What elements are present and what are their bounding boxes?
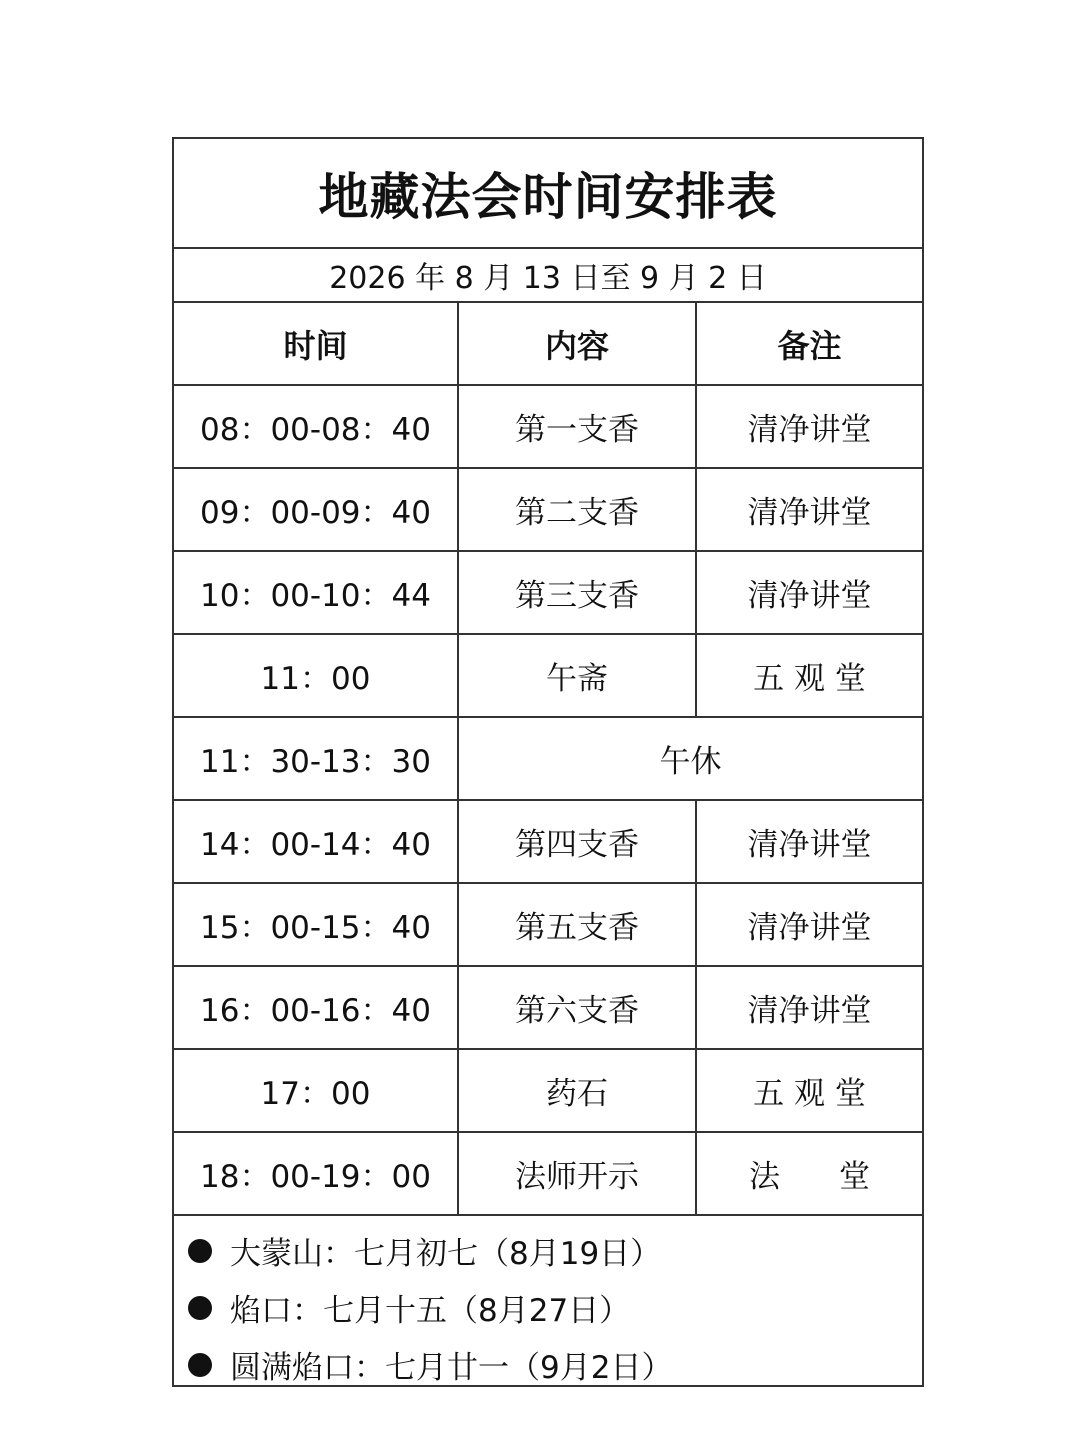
row-10-note: 法 堂 [697,1133,922,1216]
schedule-table [172,137,924,1387]
row-8-content: 第六支香 [459,967,697,1050]
notes-section [174,1216,922,1393]
row-1-note: 清净讲堂 [697,386,922,469]
bullet-icon [188,1296,212,1320]
row-4-note: 五 观 堂 [697,635,922,718]
row-2-time: 09：00-09：40 [174,469,459,552]
bullet-icon [188,1353,212,1377]
row-10-time: 18：00-19：00 [174,1133,459,1216]
row-3-content: 第三支香 [459,552,697,635]
note-text: 焰口：七月十五（8月27日） [230,1293,631,1329]
row-7-content: 第五支香 [459,884,697,967]
row-4-time: 11：00 [174,635,459,718]
row-6-content: 第四支香 [459,801,697,884]
row-10-content: 法师开示 [459,1133,697,1216]
note-text: 圆满焰口：七月廿一（9月2日） [230,1350,673,1386]
row-9-time: 17：00 [174,1050,459,1133]
row-6-note: 清净讲堂 [697,801,922,884]
row-3-time: 10：00-10：44 [174,552,459,635]
schedule-grid [174,303,922,1216]
row-7-note: 清净讲堂 [697,884,922,967]
row-9-note: 五 观 堂 [697,1050,922,1133]
bullet-icon [188,1239,212,1263]
row-5-content: 午休 [459,718,922,801]
row-9-content: 药石 [459,1050,697,1133]
row-8-time: 16：00-16：40 [174,967,459,1050]
row-7-time: 15：00-15：40 [174,884,459,967]
note-item [174,1222,922,1279]
date-range: 2026 年 8 月 13 日至 9 月 2 日 [174,249,922,303]
header-note: 备注 [697,303,922,386]
row-1-content: 第一支香 [459,386,697,469]
row-6-time: 14：00-14：40 [174,801,459,884]
row-2-note: 清净讲堂 [697,469,922,552]
row-3-note: 清净讲堂 [697,552,922,635]
header-content: 内容 [459,303,697,386]
header-time: 时间 [174,303,459,386]
note-item [174,1336,922,1393]
row-5-time: 11：30-13：30 [174,718,459,801]
row-2-content: 第二支香 [459,469,697,552]
row-4-content: 午斋 [459,635,697,718]
note-item [174,1279,922,1336]
row-8-note: 清净讲堂 [697,967,922,1050]
row-1-time: 08：00-08：40 [174,386,459,469]
page-title: 地藏法会时间安排表 [174,139,922,249]
note-text: 大蒙山：七月初七（8月19日） [230,1236,662,1272]
